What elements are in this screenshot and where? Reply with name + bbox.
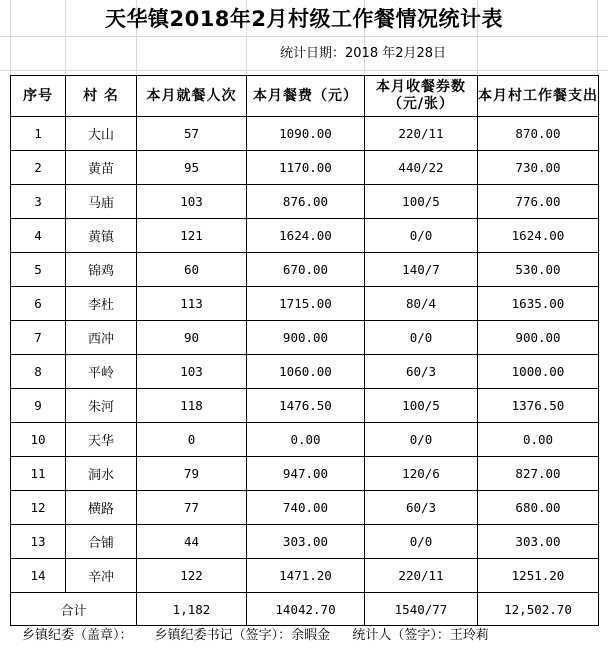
row-village[interactable]: 大山	[66, 117, 137, 151]
row-meal-fee[interactable]: 947.00	[247, 457, 365, 491]
row-village[interactable]: 马庙	[66, 185, 137, 219]
row-coupons[interactable]: 220/11	[365, 117, 478, 151]
row-expense[interactable]: 530.00	[478, 253, 599, 287]
row-village[interactable]: 合铺	[66, 525, 137, 559]
row-diners[interactable]: 121	[137, 219, 247, 253]
row-meal-fee[interactable]: 1715.00	[247, 287, 365, 321]
row-expense[interactable]: 680.00	[478, 491, 599, 525]
row-meal-fee[interactable]: 1090.00	[247, 117, 365, 151]
table-row	[11, 423, 599, 457]
row-diners[interactable]: 79	[137, 457, 247, 491]
row-diners[interactable]: 95	[137, 151, 247, 185]
row-meal-fee[interactable]: 1471.20	[247, 559, 365, 593]
row-expense[interactable]: 870.00	[478, 117, 599, 151]
row-index[interactable]: 4	[11, 219, 66, 253]
row-index[interactable]: 1	[11, 117, 66, 151]
row-diners[interactable]: 0	[137, 423, 247, 457]
header-coupons[interactable]: 本月收餐券数（元/张）	[365, 76, 478, 117]
seal-label: 乡镇纪委（盖章）：	[22, 628, 133, 643]
row-index[interactable]: 3	[11, 185, 66, 219]
row-meal-fee[interactable]: 876.00	[247, 185, 365, 219]
row-meal-fee[interactable]: 0.00	[247, 423, 365, 457]
row-diners[interactable]: 60	[137, 253, 247, 287]
table-row	[11, 457, 599, 491]
row-index[interactable]: 2	[11, 151, 66, 185]
row-diners[interactable]: 118	[137, 389, 247, 423]
row-meal-fee[interactable]: 740.00	[247, 491, 365, 525]
row-meal-fee[interactable]: 303.00	[247, 525, 365, 559]
row-coupons[interactable]: 0/0	[365, 219, 478, 253]
total-label[interactable]: 合计	[11, 593, 137, 626]
row-expense[interactable]: 1624.00	[478, 219, 599, 253]
total-coupons[interactable]: 1540/77	[365, 593, 478, 626]
total-meal-fee[interactable]: 14042.70	[247, 593, 365, 626]
table-row	[11, 219, 599, 253]
row-coupons[interactable]: 0/0	[365, 321, 478, 355]
row-coupons[interactable]: 100/5	[365, 389, 478, 423]
meal-statistics-table	[10, 75, 599, 626]
table-row	[11, 253, 599, 287]
row-index[interactable]: 13	[11, 525, 66, 559]
row-coupons[interactable]: 140/7	[365, 253, 478, 287]
table-row	[11, 525, 599, 559]
row-village[interactable]: 锦鸡	[66, 253, 137, 287]
row-expense[interactable]: 1251.20	[478, 559, 599, 593]
row-diners[interactable]: 113	[137, 287, 247, 321]
row-diners[interactable]: 90	[137, 321, 247, 355]
row-meal-fee[interactable]: 1170.00	[247, 151, 365, 185]
row-village[interactable]: 平岭	[66, 355, 137, 389]
row-expense[interactable]: 1000.00	[478, 355, 599, 389]
row-diners[interactable]: 77	[137, 491, 247, 525]
row-diners[interactable]: 103	[137, 355, 247, 389]
row-meal-fee[interactable]: 670.00	[247, 253, 365, 287]
statistician-signature: 统计人（签字）：王玲莉	[352, 628, 489, 643]
table-row	[11, 151, 599, 185]
header-meal-fee[interactable]: 本月餐费（元）	[247, 76, 365, 117]
statistics-date: 统计日期：2018 年2月28日	[280, 46, 447, 61]
row-meal-fee[interactable]: 1060.00	[247, 355, 365, 389]
table-header-row	[11, 76, 599, 117]
row-village[interactable]: 黄镇	[66, 219, 137, 253]
row-coupons[interactable]: 100/5	[365, 185, 478, 219]
row-index[interactable]: 8	[11, 355, 66, 389]
row-meal-fee[interactable]: 900.00	[247, 321, 365, 355]
row-expense[interactable]: 0.00	[478, 423, 599, 457]
row-coupons[interactable]: 120/6	[365, 457, 478, 491]
row-expense[interactable]: 900.00	[478, 321, 599, 355]
header-diners[interactable]: 本月就餐人次	[137, 76, 247, 117]
row-diners[interactable]: 44	[137, 525, 247, 559]
row-diners[interactable]: 57	[137, 117, 247, 151]
row-expense[interactable]: 776.00	[478, 185, 599, 219]
row-coupons[interactable]: 0/0	[365, 423, 478, 457]
row-index[interactable]: 12	[11, 491, 66, 525]
row-diners[interactable]: 122	[137, 559, 247, 593]
row-expense[interactable]: 303.00	[478, 525, 599, 559]
total-diners[interactable]: 1,182	[137, 593, 247, 626]
row-meal-fee[interactable]: 1476.50	[247, 389, 365, 423]
row-village[interactable]: 黄苗	[66, 151, 137, 185]
row-index[interactable]: 9	[11, 389, 66, 423]
row-expense[interactable]: 827.00	[478, 457, 599, 491]
row-diners[interactable]: 103	[137, 185, 247, 219]
row-index[interactable]: 14	[11, 559, 66, 593]
header-expense[interactable]: 本月村工作餐支出	[478, 76, 599, 117]
row-index[interactable]: 6	[11, 287, 66, 321]
row-coupons[interactable]: 60/3	[365, 355, 478, 389]
row-coupons[interactable]: 80/4	[365, 287, 478, 321]
row-village[interactable]: 朱河	[66, 389, 137, 423]
row-village[interactable]: 横路	[66, 491, 137, 525]
row-coupons[interactable]: 220/11	[365, 559, 478, 593]
table-row	[11, 389, 599, 423]
table-row	[11, 185, 599, 219]
row-index[interactable]: 5	[11, 253, 66, 287]
page-title: 天华镇2018年2月村级工作餐情况统计表	[104, 7, 504, 31]
row-coupons[interactable]: 440/22	[365, 151, 478, 185]
row-coupons[interactable]: 60/3	[365, 491, 478, 525]
row-index[interactable]: 11	[11, 457, 66, 491]
table-row	[11, 321, 599, 355]
total-expense[interactable]: 12,502.70	[478, 593, 599, 626]
table-row	[11, 559, 599, 593]
row-index[interactable]: 7	[11, 321, 66, 355]
table-row	[11, 355, 599, 389]
row-village[interactable]: 辛冲	[66, 559, 137, 593]
signature-line	[22, 626, 507, 646]
total-row	[11, 593, 599, 626]
table-row	[11, 287, 599, 321]
row-meal-fee[interactable]: 1624.00	[247, 219, 365, 253]
header-village[interactable]: 村 名	[66, 76, 137, 117]
row-expense[interactable]: 730.00	[478, 151, 599, 185]
table-row	[11, 491, 599, 525]
row-village[interactable]: 西冲	[66, 321, 137, 355]
row-expense[interactable]: 1376.50	[478, 389, 599, 423]
row-village[interactable]: 李杜	[66, 287, 137, 321]
row-index[interactable]: 10	[11, 423, 66, 457]
table-row	[11, 117, 599, 151]
row-coupons[interactable]: 0/0	[365, 525, 478, 559]
header-index[interactable]: 序号	[11, 76, 66, 117]
row-expense[interactable]: 1635.00	[478, 287, 599, 321]
secretary-signature: 乡镇纪委书记（签字）：余暇金	[154, 628, 331, 643]
row-village[interactable]: 天华	[66, 423, 137, 457]
row-village[interactable]: 洞水	[66, 457, 137, 491]
